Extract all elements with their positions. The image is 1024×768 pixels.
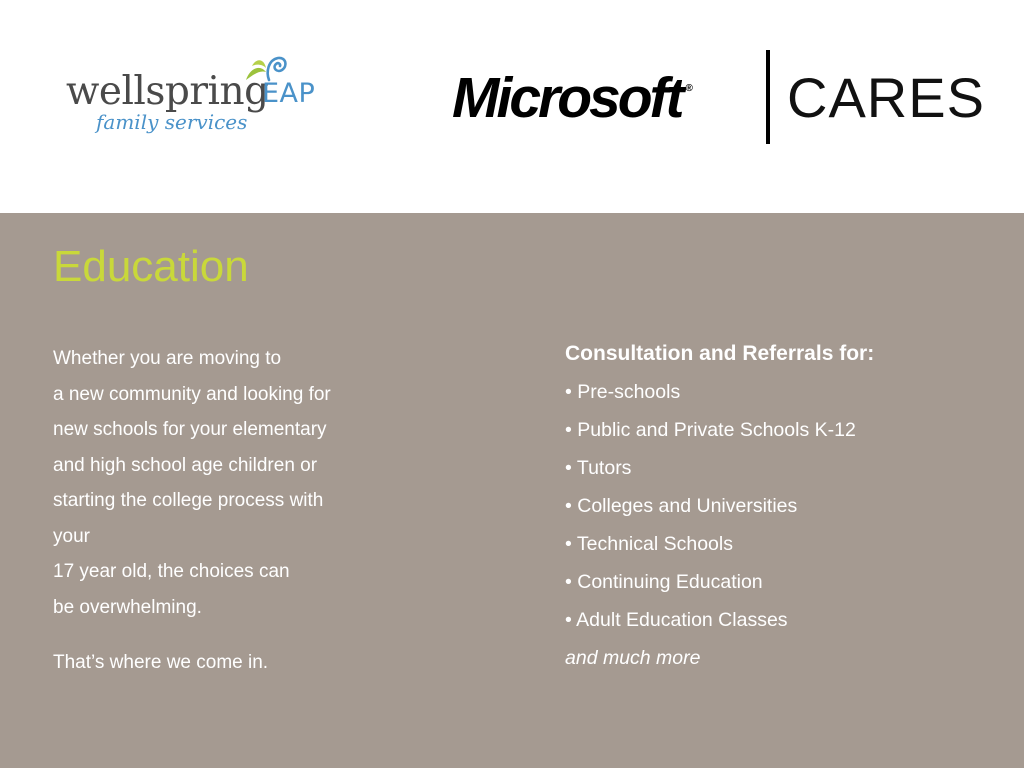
content-panel [0,213,1024,768]
list-item: • Public and Private Schools K-12 [565,419,856,441]
intro-line: your [53,525,90,547]
cares-wordmark: CARES [787,66,985,129]
list-item: • Colleges and Universities [565,495,798,517]
list-item: • Technical Schools [565,533,733,555]
list-item: • Pre-schools [565,381,681,403]
wellspring-eap-logo [66,50,336,160]
intro-line: starting the college process with [53,490,324,511]
page-title: Education [53,242,249,291]
eap-wordmark: EAP [262,78,316,109]
microsoft-wordmark: Microsoft [452,66,682,130]
intro-line: and high school age children or [53,454,318,476]
list-item: • Tutors [565,457,632,479]
family-services-tagline: family services [96,110,248,134]
intro-line: 17 year old, the choices can [53,561,290,582]
registered-mark: ® [685,83,693,94]
header [0,0,1024,213]
and-much-more: and much more [565,647,701,669]
intro-line: a new community and looking for [53,383,331,405]
intro-line: be overwhelming. [53,596,202,618]
wellspring-wordmark: wellspring [66,69,269,114]
microsoft-logo [452,66,693,130]
intro-line: Whether you are moving to [53,348,282,369]
closing-text: That’s where we come in. [53,652,269,673]
list-item: • Adult Education Classes [565,609,788,631]
referrals-heading: Consultation and Referrals for: [565,342,875,365]
intro-text [53,341,433,681]
logo-divider [766,50,770,144]
list-item: • Continuing Education [565,571,763,593]
referrals-list [565,335,985,677]
intro-line: new schools for your elementary [53,419,327,440]
